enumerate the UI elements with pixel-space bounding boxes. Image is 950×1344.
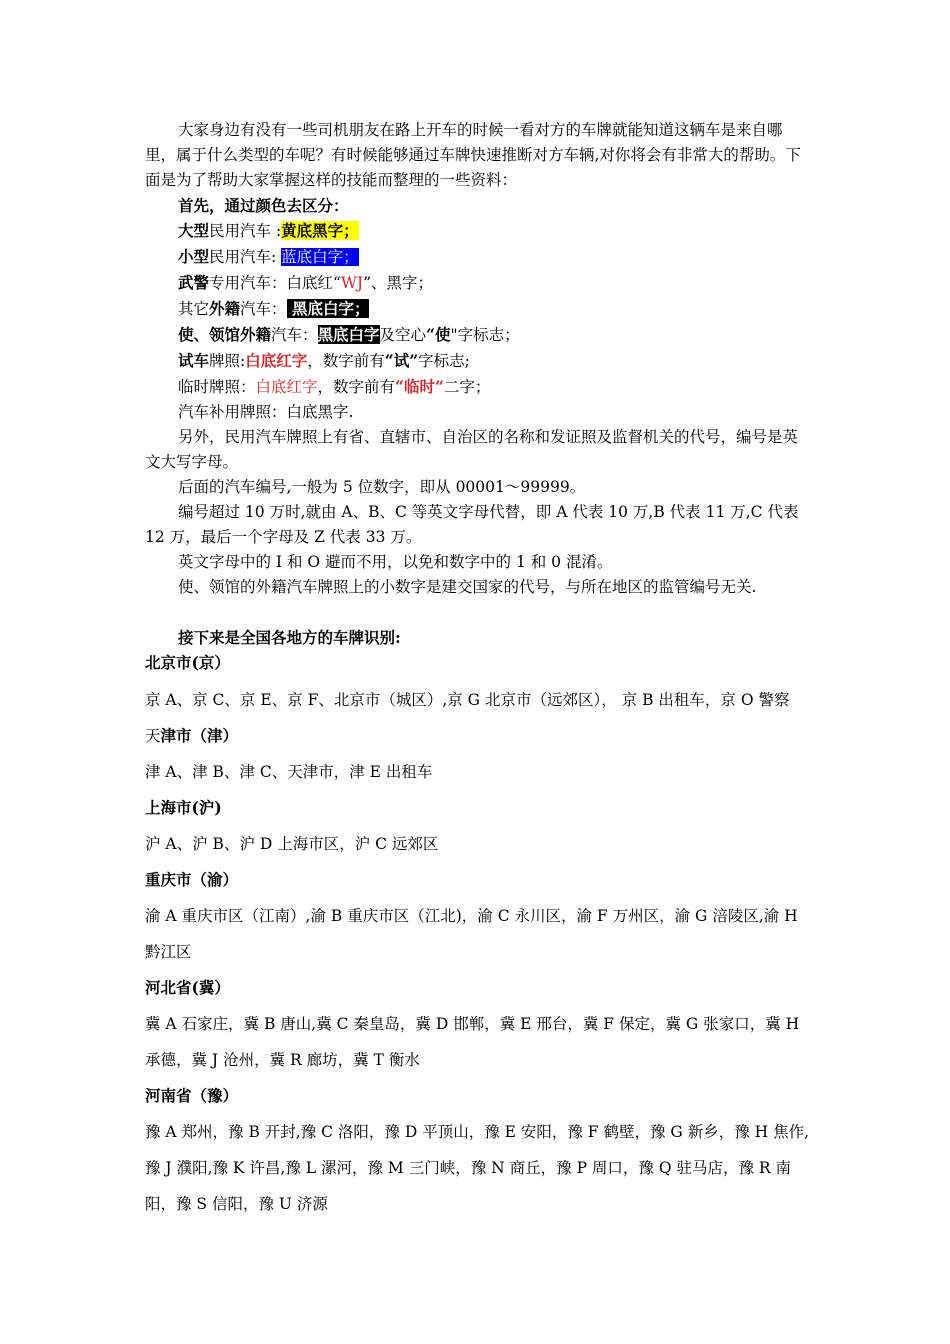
region-heading-tianjin	[145, 718, 810, 754]
wj-rest: ”、黑字；	[363, 274, 434, 292]
temp-rest: 二字；	[443, 378, 491, 396]
trial-desc: 牌照:	[209, 352, 246, 370]
trial-label: 试车	[178, 351, 210, 370]
large-vehicle-line	[145, 218, 810, 244]
small-desc: 民用汽车:	[209, 248, 282, 266]
trial-line	[145, 348, 810, 374]
foreign-vehicle-line	[145, 296, 810, 322]
region-heading-beijing: 北京市(京）	[145, 653, 230, 672]
region-text-shanghai: 沪 A、沪 B、沪 D 上海市区，沪 C 远郊区	[145, 835, 439, 853]
foreign-desc: 汽车：	[240, 300, 287, 318]
wj-desc: 专用汽车：白底红“	[209, 274, 341, 292]
large-color: 黄底黑字；	[281, 221, 359, 240]
temp-color: 白底红字	[255, 378, 318, 396]
temp-label: 临时牌照：	[178, 378, 256, 396]
trial-color: 白底红字	[245, 351, 308, 370]
trial-mid: ，数字前有	[307, 352, 385, 370]
supplementary-line: 汽车补用牌照：白底黑字.	[178, 403, 354, 421]
large-desc: 民用汽车 :	[209, 222, 282, 240]
foreign-prefix: 其它	[178, 300, 210, 318]
region-heading-chongqing: 重庆市（渝）	[145, 870, 239, 889]
embassy-desc: 汽车：	[271, 326, 318, 344]
region-text-chongqing: 渝 A 重庆市区（江南）,渝 B 重庆市区（江北)，渝 C 永川区，渝 F 万州区，渝 G 涪陵区,渝 H 黔江区	[145, 907, 798, 961]
trial-mark: “试”	[384, 351, 419, 370]
paragraph-number-range: 后面的汽车编号,一般为 5 位数字，即从 00001～99999。	[178, 478, 586, 496]
spacer	[145, 600, 810, 625]
document-page	[145, 118, 810, 1222]
regions-heading: 接下来是全国各地方的车牌识别:	[178, 628, 401, 647]
small-label: 小型	[178, 247, 210, 266]
wj-code: WJ	[340, 274, 364, 292]
embassy-mid: 及空心	[379, 326, 427, 344]
region-text-tianjin: 津 A、津 B、津 C、天津市，津 E 出租车	[145, 763, 433, 781]
large-label: 大型	[178, 221, 210, 240]
foreign-label: 外籍	[209, 299, 241, 318]
region-heading-hebei: 河北省(冀）	[145, 978, 230, 997]
embassy-rest: "字标志；	[450, 326, 520, 344]
small-color: 蓝底白字；	[281, 248, 359, 266]
region-text-hebei: 冀 A 石家庄，冀 B 唐山,冀 C 秦皇岛，冀 D 邯郸，冀 E 邢台，冀 F 保定，冀 G 张家口，冀 H 承德，冀 J 沧州，冀 R 廊坊，冀 T 衡水	[145, 1015, 800, 1069]
armed-police-line	[145, 270, 810, 296]
region-heading-henan: 河南省（豫）	[145, 1086, 239, 1105]
foreign-color: 黑底白字；	[286, 299, 370, 318]
temp-mark: “临时”	[395, 377, 444, 396]
tianjin-first-char: 天	[145, 727, 161, 745]
embassy-line	[145, 322, 810, 348]
tianjin-rest: 津市（津）	[160, 726, 239, 745]
region-heading-shanghai: 上海市(沪)	[145, 798, 222, 817]
paragraph-region-codes: 另外，民用汽车牌照上有省、直辖市、自治区的名称和发证照及监督机关的代号，编号是英文大写字母。	[145, 428, 799, 471]
embassy-mark: “使	[426, 325, 451, 344]
embassy-label: 使、领馆外籍	[178, 325, 272, 344]
trial-rest: 字标志;	[418, 352, 470, 370]
temporary-line	[145, 374, 810, 400]
temp-mid: ，数字前有	[317, 378, 396, 396]
color-heading: 首先，通过颜色去区分：	[178, 196, 349, 215]
paragraph-letter-substitution: 编号超过 10 万时,就由 A、B、C 等英文字母代替，即 A 代表 10 万,B 代表 11 万,C 代表 12 万，最后一个字母及 Z 代表 33 万。	[145, 503, 799, 546]
small-vehicle-line	[145, 244, 810, 270]
embassy-color: 黑底白字	[317, 325, 380, 344]
paragraph-embassy-numbers: 使、领馆的外籍汽车牌照上的小数字是建交国家的代号，与所在地区的监管编号无关.	[178, 578, 757, 596]
region-text-henan: 豫 A 郑州，豫 B 开封,豫 C 洛阳，豫 D 平顶山，豫 E 安阳，豫 F 鹤壁，豫 G 新乡，豫 H 焦作,豫 J 濮阳,豫 K 许昌,豫 L 漯河，豫 M 三门峡，豫 N 商丘，豫 P 周口，豫 Q 驻马店，豫 R 南阳，豫 S 信阳，豫 U 济源	[145, 1123, 810, 1213]
intro-paragraph: 大家身边有没有一些司机朋友在路上开车的时候一看对方的车牌就能知道这辆车是来自哪里，属于什么类型的车呢？有时候能够通过车牌快速推断对方车辆,对你将会有非常大的帮助。下面是为了帮助大家掌握这样的技能而整理的一些资料：	[145, 121, 801, 189]
region-text-beijing: 京 A、京 C、京 E、京 F、北京市（城区）,京 G 北京市（远郊区）， 京 B 出租车，京 O 警察	[145, 691, 790, 709]
wj-label: 武警	[178, 273, 210, 292]
paragraph-i-o-rule: 英文字母中的 I 和 O 避而不用，以免和数字中的 1 和 0 混淆。	[178, 553, 613, 571]
